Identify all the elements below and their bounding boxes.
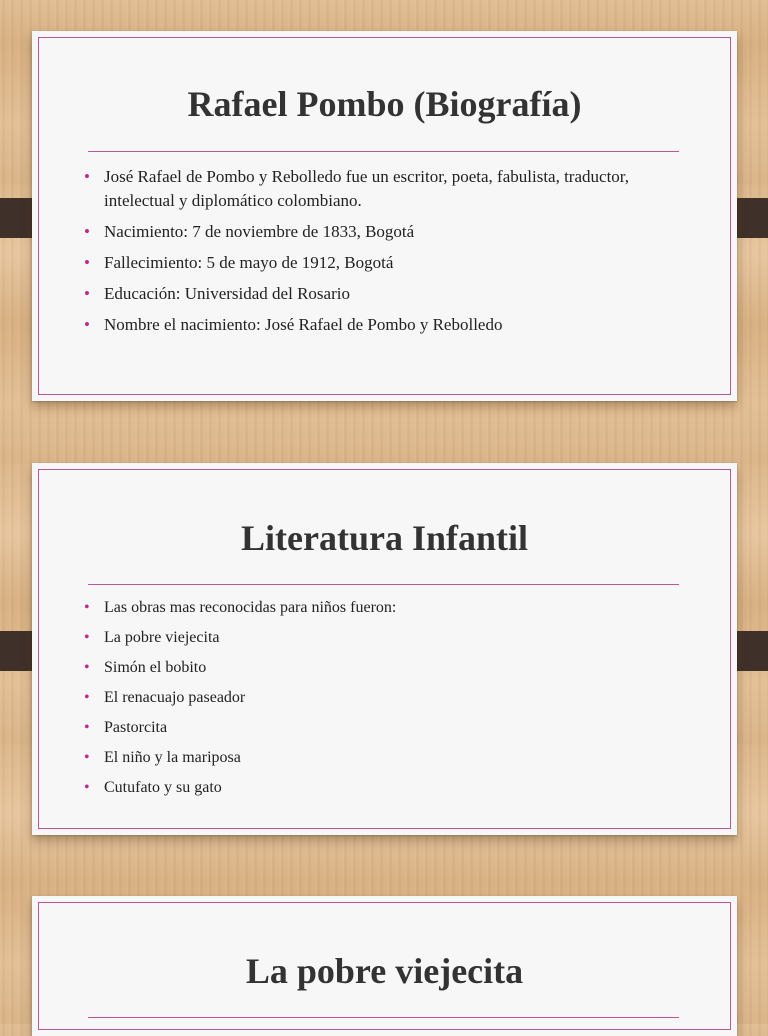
list-item: • El niño y la mariposa [104, 747, 664, 769]
list-item: • El renacuajo paseador [104, 687, 664, 709]
title-divider [88, 151, 679, 152]
title-divider [88, 1017, 679, 1018]
list-item: • La pobre viejecita [104, 627, 664, 649]
list-item: • Nombre el nacimiento: José Rafael de Pombo y Rebolledo [104, 313, 664, 337]
list-item: • Educación: Universidad del Rosario [104, 282, 664, 306]
title-divider [88, 584, 679, 585]
list-item: • Las obras mas reconocidas para niños fueron: [104, 597, 664, 619]
list-item: • Simón el bobito [104, 657, 664, 679]
list-item: • Cutufato y su gato [104, 777, 664, 799]
slide-title: La pobre viejecita [245, 951, 524, 991]
bullet-list [104, 165, 664, 344]
slide-title: Literatura Infantil [241, 518, 528, 558]
slide-la-pobre-viejecita [32, 896, 737, 1036]
list-item: • Fallecimiento: 5 de mayo de 1912, Bogotá [104, 251, 664, 275]
list-item: • Pastorcita [104, 717, 664, 739]
list-item: • José Rafael de Pombo y Rebolledo fue un escritor, poeta, fabulista, traductor, intelectual y diplomático colombiano. [104, 165, 664, 213]
bullet-list [104, 597, 664, 807]
slide-literatura-infantil [32, 463, 737, 835]
list-item: • Nacimiento: 7 de noviembre de 1833, Bogotá [104, 220, 664, 244]
slide-title: Rafael Pombo (Biografía) [187, 84, 582, 124]
slide-biografia [32, 31, 737, 401]
